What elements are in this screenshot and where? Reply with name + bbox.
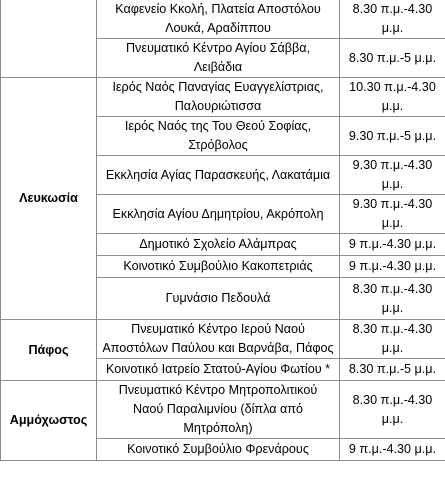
region-cell: Αμμόχωστος [1, 381, 97, 461]
location-cell: Κοινοτικό Συμβούλιο Κακοπετριάς [97, 256, 340, 278]
table-row [1, 381, 445, 439]
location-cell: Πνευματικό Κέντρο Ιερού Ναού Αποστόλων Παύλου και Βαρνάβα, Πάφος [97, 320, 340, 359]
location-cell: Ιερός Ναός Παναγίας Ευαγγελίστριας, Παλουριώτισσα [97, 78, 340, 117]
hours-cell: 8.30 π.μ.-5 μ.μ. [340, 359, 445, 381]
hours-cell: 8.30 π.μ.-5 μ.μ. [340, 39, 445, 78]
hours-cell: 9.30 π.μ.-5 μ.μ. [340, 117, 445, 156]
location-cell: Κοινοτικό Ιατρείο Στατού-Αγίου Φωτίου * [97, 359, 340, 381]
hours-cell: 9.30 π.μ.-4.30 μ.μ. [340, 156, 445, 195]
hours-cell: 9 π.μ.-4.30 μ.μ. [340, 234, 445, 256]
location-cell: Ιερός Ναός της Του Θεού Σοφίας, Στρόβολος [97, 117, 340, 156]
table-row [1, 78, 445, 117]
hours-cell: 10.30 π.μ.-4.30 μ.μ. [340, 78, 445, 117]
table-row [1, 0, 445, 39]
hours-cell: 9 π.μ.-4.30 μ.μ. [340, 256, 445, 278]
table-row [1, 320, 445, 359]
location-cell: Εκκλησία Αγίας Παρασκευής, Λακατάμια [97, 156, 340, 195]
location-cell: Δημοτικό Σχολείο Αλάμπρας [97, 234, 340, 256]
hours-cell: 8.30 π.μ.-4.30 μ.μ. [340, 278, 445, 320]
hours-cell: 8.30 π.μ.-4.30 μ.μ. [340, 381, 445, 439]
region-cell: Πάφος [1, 320, 97, 381]
hours-cell: 9 π.μ.-4.30 μ.μ. [340, 439, 445, 461]
location-cell: Πνευματικό Κέντρο Μητροπολιτικού Ναού Παραλιμνίου (δίπλα από Μητρόπολη) [97, 381, 340, 439]
hours-cell: 8.30 π.μ.-4.30 μ.μ. [340, 320, 445, 359]
location-cell: Πνευματικό Κέντρο Αγίου Σάββα, Λειβάδια [97, 39, 340, 78]
location-cell: Κοινοτικό Συμβούλιο Φρενάρους [97, 439, 340, 461]
hours-cell: 8.30 π.μ.-4.30 μ.μ. [340, 0, 445, 39]
location-cell: Εκκλησία Αγίου Δημητρίου, Ακρόπολη [97, 195, 340, 234]
location-cell: Γυμνάσιο Πεδουλά [97, 278, 340, 320]
hours-cell: 9.30 π.μ.-4.30 μ.μ. [340, 195, 445, 234]
location-cell: Καφενείο Κκολή, Πλατεία Αποστόλου Λουκά, Αραδίππου [97, 0, 340, 39]
region-cell: Λευκωσία [1, 78, 97, 320]
region-cell [1, 0, 97, 78]
